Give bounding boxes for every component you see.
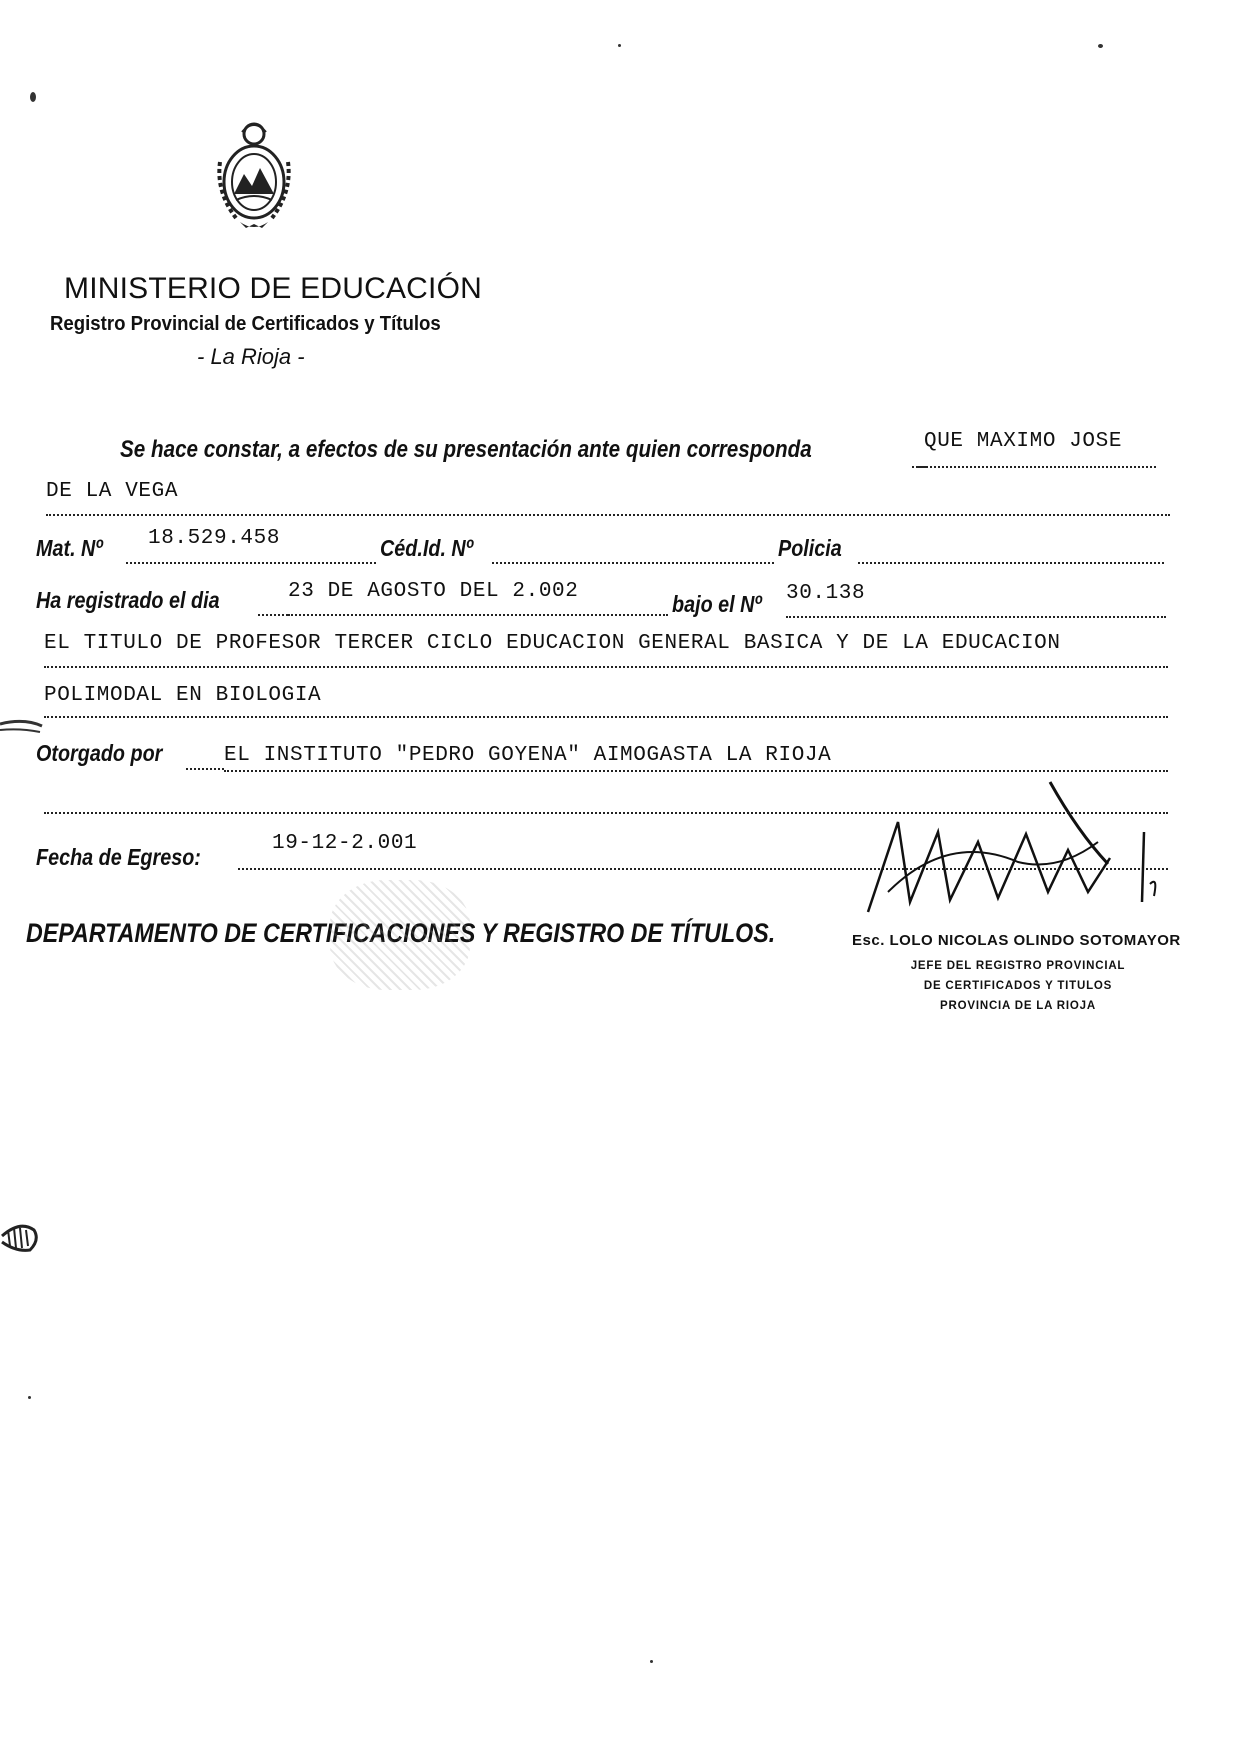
registration-number: 30.138 [786,582,866,605]
binder-hole-mark [0,1216,40,1256]
dotted-leader [46,514,1170,516]
title-line2: POLIMODAL EN BIOLOGIA [44,684,322,707]
mat-value: 18.529.458 [148,527,281,550]
title-line1: EL TITULO DE PROFESOR TERCER CICLO EDUCACION GENERAL BASICA Y DE LA EDUCACION [44,632,1061,655]
scan-speck [28,1396,31,1399]
margin-mark [0,700,50,740]
dotted-leader [186,768,224,770]
dotted-leader [918,466,1156,468]
dotted-leader [786,616,1166,618]
dotted-leader [258,614,288,616]
mat-label: Mat. Nº [36,535,103,561]
dotted-leader [44,716,1168,718]
egreso-value: 19-12-2.001 [272,832,418,855]
registration-date: 23 DE AGOSTO DEL 2.002 [288,580,579,603]
scan-speck [1098,44,1103,48]
granted-value: EL INSTITUTO "PEDRO GOYENA" AIMOGASTA LA RIOJA [224,744,832,767]
signatory-role-line2: DE CERTIFICADOS Y TITULOS [923,980,1113,992]
signatory-name: Esc. LOLO NICOLAS OLINDO SOTOMAYOR [852,932,1181,949]
bajo-label: bajo el Nº [672,591,762,617]
registration-label: Ha registrado el dia [36,587,220,613]
intro-value-line2: DE LA VEGA [46,480,179,503]
scan-speck [618,44,621,47]
dotted-leader [492,562,774,564]
department-title: DEPARTAMENTO DE CERTIFICACIONES Y REGISTRO DE TÍTULOS. [26,918,776,948]
dotted-leader [288,614,668,616]
dotted-leader [858,562,1164,564]
ministry-title: MINISTERIO DE EDUCACIÓN [64,272,482,305]
signatory-role-line1: JEFE DEL REGISTRO PROVINCIAL [910,960,1126,972]
ced-label: Céd.Id. Nº [380,535,473,561]
granted-label: Otorgado por [36,740,163,766]
registry-subtitle: Registro Provincial de Certificados y Títulos [50,313,441,335]
handwritten-signature [858,772,1178,954]
egreso-label: Fecha de Egreso: [36,844,201,870]
scan-speck [650,1660,653,1663]
province-seal-emblem [210,112,298,236]
intro-label: Se hace constar, a efectos de su presentación ante quien corresponda [120,436,812,463]
dotted-leader [44,666,1168,668]
province-subtitle: - La Rioja - [197,344,305,369]
faint-stamp-mark [330,880,470,990]
dotted-leader [126,562,376,564]
signatory-role-line3: PROVINCIA DE LA RIOJA [940,1000,1096,1012]
scan-speck [30,92,36,102]
policia-label: Policia [778,535,842,561]
intro-value-line1: QUE MAXIMO JOSE [924,430,1123,453]
